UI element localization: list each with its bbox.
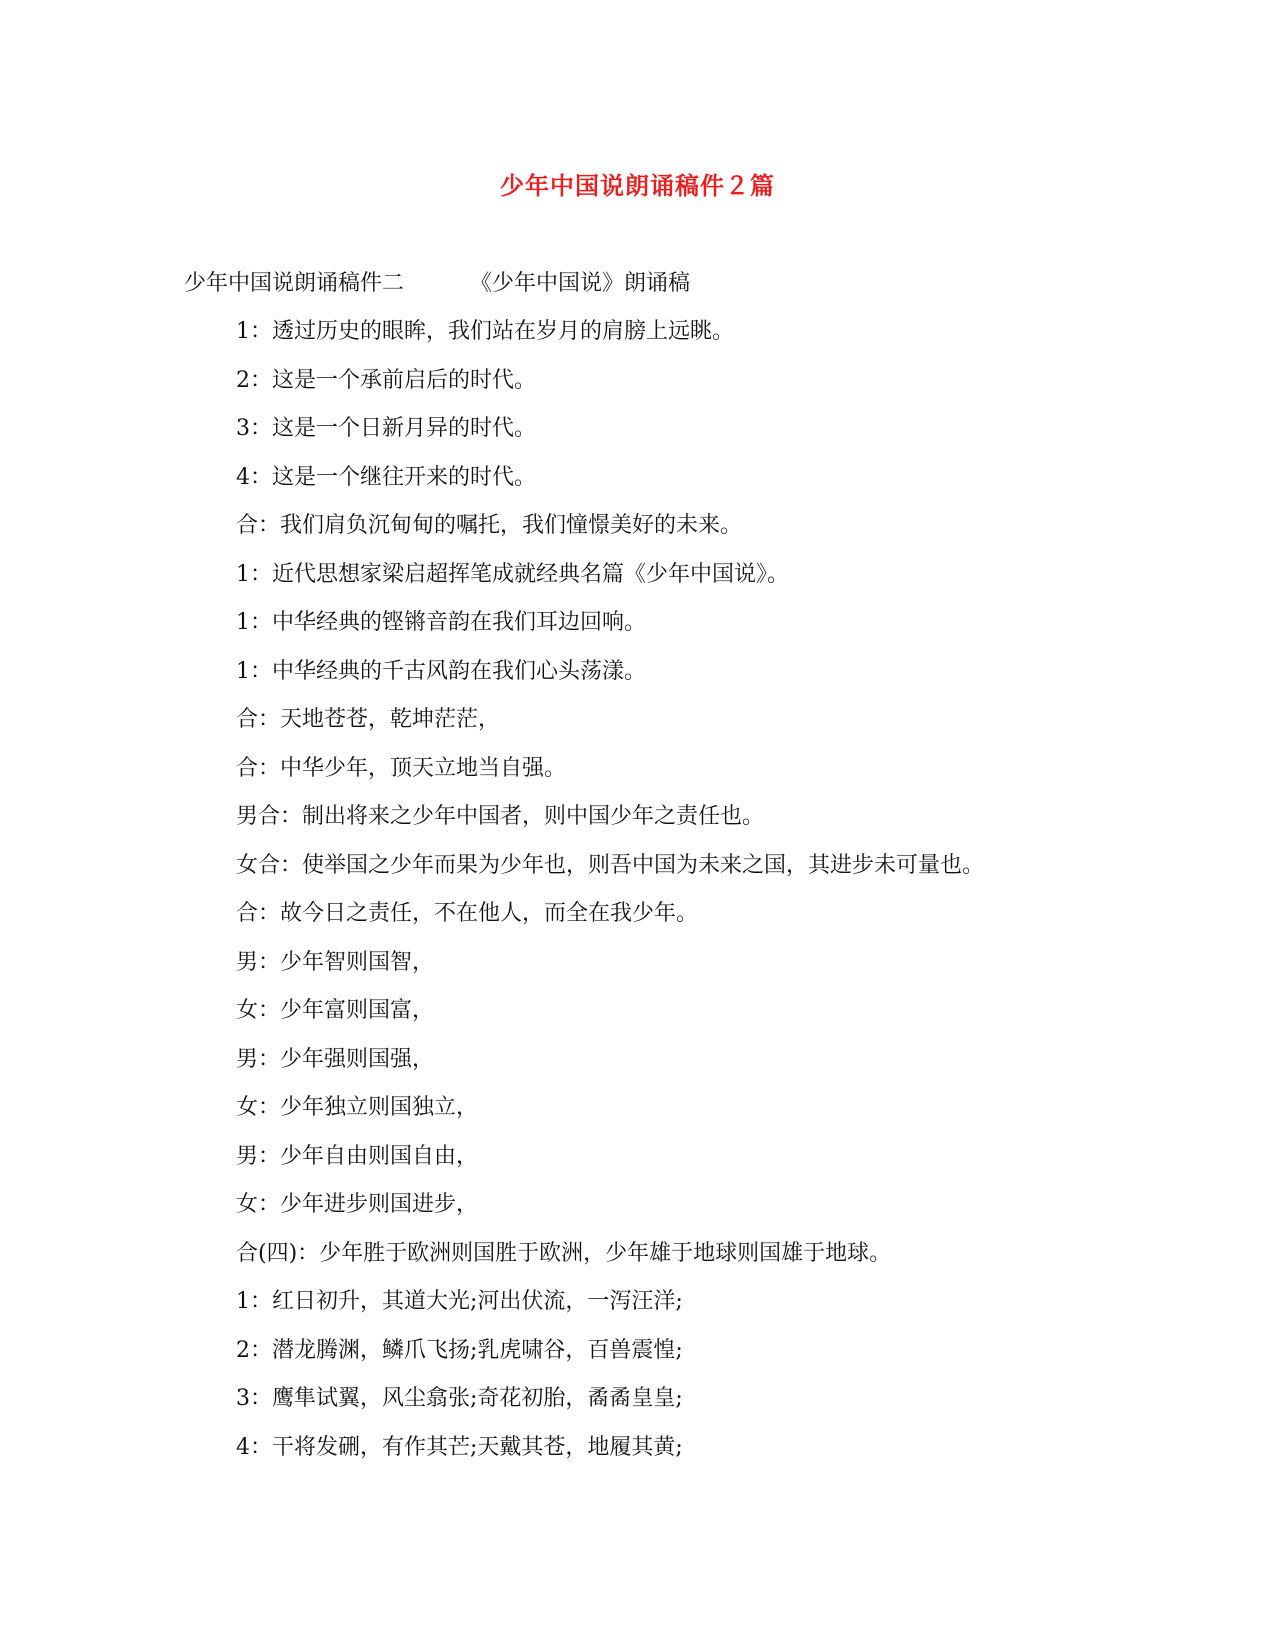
- recitation-line: 男：少年智则国智，: [236, 949, 435, 975]
- recitation-line: 女：少年富则国富，: [236, 998, 435, 1023]
- recitation-line: 女：少年进步则国进步，: [236, 1192, 479, 1217]
- recitation-line: 3：这是一个日新月异的时代。: [236, 416, 536, 441]
- recitation-line: 4：干将发硎，有作其芒;天戴其苍，地履其黄;: [236, 1434, 683, 1460]
- recitation-line: 1：红日初升，其道大光;河出伏流，一泻汪洋;: [236, 1289, 683, 1314]
- recitation-line: 1：中华经典的千古风韵在我们心头荡漾。: [236, 658, 646, 684]
- section-heading-right: 《少年中国说》朗诵稿: [470, 271, 691, 296]
- recitation-line: 女：少年独立则国独立，: [236, 1095, 479, 1120]
- recitation-line: 1：透过历史的眼眸，我们站在岁月的肩膀上远眺。: [236, 319, 734, 344]
- recitation-line: 合(四)：少年胜于欧洲则国胜于欧洲，少年雄于地球则国雄于地球。: [236, 1240, 892, 1266]
- recitation-line: 女合：使举国之少年而果为少年也，则吾中国为未来之国，其进步未可量也。: [236, 852, 985, 878]
- recitation-line: 1：中华经典的铿锵音韵在我们耳边回响。: [236, 610, 646, 635]
- recitation-line: 1：近代思想家梁启超挥笔成就经典名篇《少年中国说》。: [236, 561, 789, 587]
- recitation-line: 2：这是一个承前启后的时代。: [236, 367, 536, 393]
- recitation-lines: [236, 315, 984, 1479]
- recitation-line: 合：故今日之责任，不在他人，而全在我少年。: [236, 901, 699, 926]
- section-heading: [184, 266, 690, 297]
- recitation-line: 3：鹰隼试翼，风尘翕张;奇花初胎，矞矞皇皇;: [236, 1386, 683, 1411]
- recitation-line: 男合：制出将来之少年中国者，则中国少年之责任也。: [236, 804, 765, 829]
- section-heading-left: 少年中国说朗诵稿件二: [184, 271, 405, 296]
- recitation-line: 2：潜龙腾渊，鳞爪飞扬;乳虎啸谷，百兽震惶;: [236, 1337, 683, 1363]
- recitation-line: 男：少年强则国强，: [236, 1046, 435, 1072]
- recitation-line: 4：这是一个继往开来的时代。: [236, 464, 536, 490]
- document-title: 少年中国说朗诵稿件２篇: [500, 171, 775, 200]
- recitation-line: 合：我们肩负沉甸甸的嘱托，我们憧憬美好的未来。: [236, 513, 743, 538]
- recitation-line: 合：天地苍苍，乾坤茫茫，: [236, 707, 501, 732]
- recitation-line: 男：少年自由则国自由，: [236, 1143, 479, 1169]
- recitation-line: 合：中华少年，顶天立地当自强。: [236, 755, 567, 781]
